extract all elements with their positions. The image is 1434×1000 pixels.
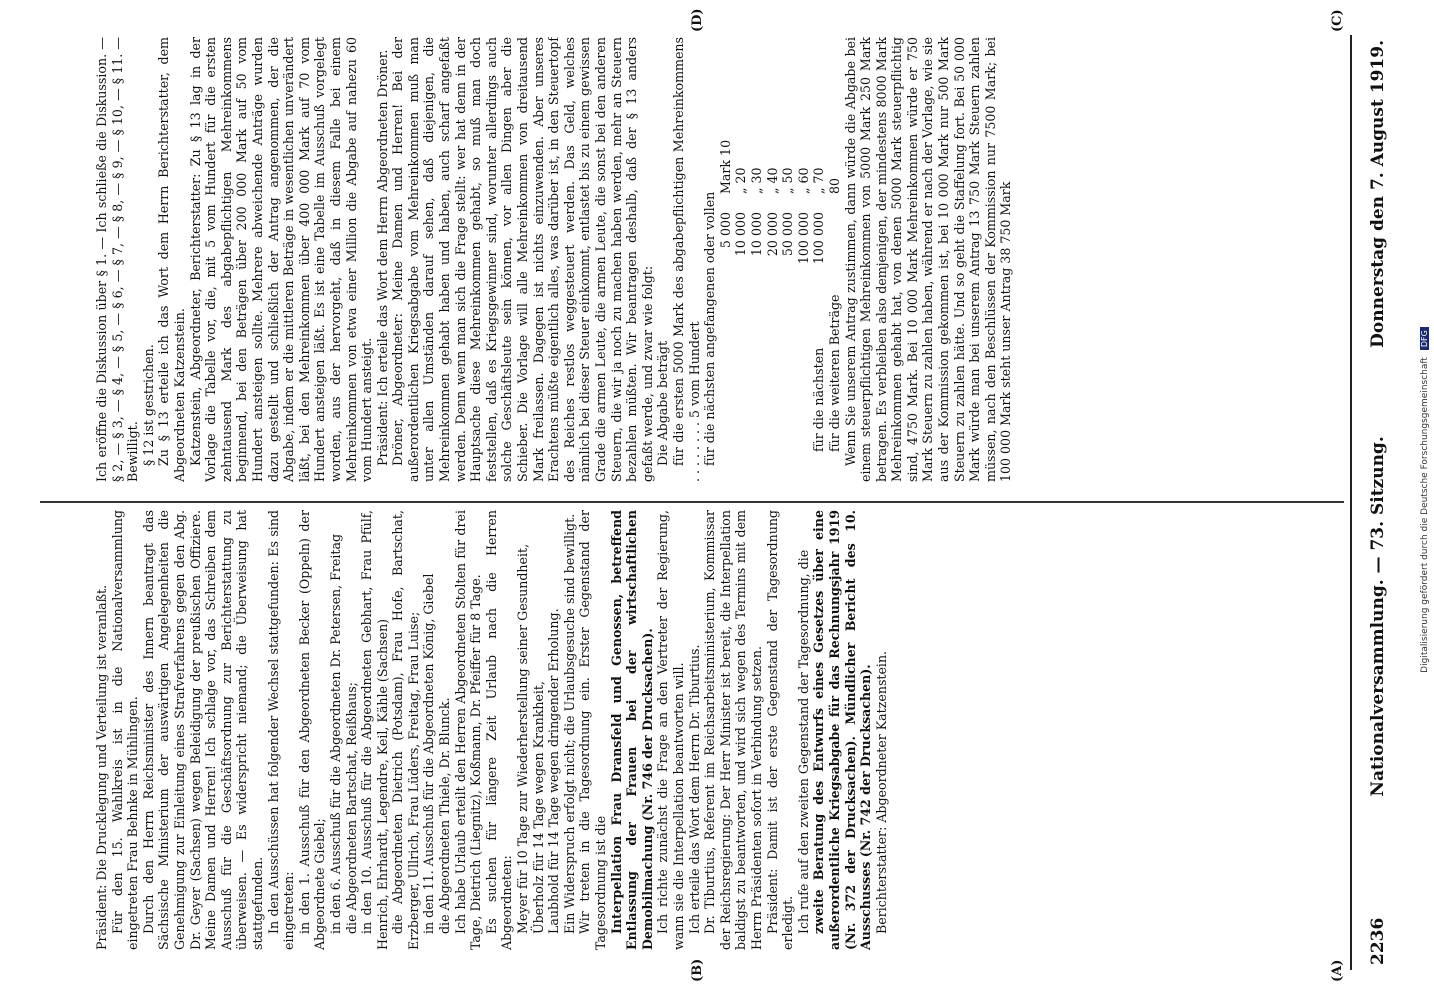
paragraph: Laubhold für 14 Tage wegen dringender Erholung. xyxy=(546,608,562,934)
digitization-footer xyxy=(1420,0,1430,1000)
paragraph: § 12 ist gestrichen. xyxy=(140,344,156,466)
paragraph: Überholz für 14 Tage wegen Krankheit, xyxy=(530,681,546,934)
paragraph: in den 11. Ausschuß für die Abgeordneten König, Giebel xyxy=(421,573,437,934)
paragraph: Ich eröffne die Diskussion über § 1. — Ich schließe die Diskussion. — § 2, — § 3, — § 4, — § 5, — § 6, — § 7, — § 8, — § 9, — § 10, — § 11. — Bewilligt. xyxy=(94,37,141,482)
paragraph: Ich rufe auf den zweiten Gegenstand der Tagesordnung, die xyxy=(795,549,811,934)
paragraph: Katzenstein, Abgeordneter, Berichterstatter: Zu § 13 lag in der Vorlage die Tabelle vor, die, mit 5 vom Hundert für die ersten zehntausend Mark des abgabepflichtigen Mehreinkommens beginnend, bei den Beträgen über 200 000 Mark auf 50 vom Hundert ansteigen sollte. Mehrere abweichende Anträge wurden dazu gestellt und schließlich der Antrag angenommen, der die Abgabe, indem er die mittleren Beträge in wesentlichen unverändert läßt, bei den Mehreinkommen über 400 000 Mark auf 70 vom Hundert ansteigen läßt. Es ist eine Tabelle im Ausschuß vorgelegt worden, aus der hervorgeht, daß in diesem Falle bei einem Mehreinkommen von etwa einer Million die Abgabe auf nahezu 60 vom Hundert ansteigt. xyxy=(187,37,375,482)
agenda-heading: zweite Beratung des Entwurfs eines Gesetzes über eine außerordentliche Kriegsabgabe für das Rechnungsjahr 1919 (Nr. 372 der Drucksachen). Mündlicher Bericht des 10. Ausschusses (Nr. 742 der Drucksachen). xyxy=(811,510,874,950)
header-rule xyxy=(1350,35,1352,970)
paragraph: Zu § 13 erteile ich das Wort dem Herrn Berichterstatter, dem Abgeordneten Katzenstein. xyxy=(156,37,187,482)
left-column-text xyxy=(94,510,1344,950)
paragraph: Dröner, Abgeordneter: Meine Damen und Herren! Bei der außerordentlichen Kriegsabgabe vom Mehreinkommen muß man unter allen Umständen darauf sehen, daß diejenigen, die Mehreinkommen gehabt haben und haben, auch scharf angefaßt werden. Denn wenn man sich die Frage stellt: wer hat denn in der Hauptsache diese Mehreinkommen gehabt, so muß man doch feststellen, daß es Kriegsgewinner sind, worunter allerdings auch solche Geschäftsleute sein können, vor allen Dingen aber die Schieber. Die Vorlage will alle Mehreinkommen von dreitausend Mark freilassen. Dagegen ist nichts einzuwenden. Aber unseres Erachtens müßte eigentlich alles, was darüber ist, in den Steuertopf des Reiches restlos weggesteuert werden. Das Geld, welches nämlich bei dieser Steuer einkommt, entlastet bis zu einem gewissen Grade die armen Leute, die armen Leute, die sonst bei den anderen Steuern, die wir ja noch zu machen haben werden, mehr an Steuern bezahlen müßten. Wir beantragen deshalb, daß der § 13 anders gefaßt werde, und zwar wie folgt: xyxy=(390,37,655,482)
paragraph: Ich habe Urlaub erteilt den Herren Abgeordneten Stolten für drei Tage, Dietrich (Liegnitz), Koßmann, Dr. Pfeiffer für 8 Tage. xyxy=(452,510,484,950)
table-row: 5 000 Mark 10 xyxy=(717,139,733,249)
table-row: 50 000 „ 50 xyxy=(780,167,796,257)
tax-scale-table xyxy=(718,37,843,482)
paragraph: in den 1. Ausschuß für den Abgeordneten Becker (Oppeln) der Abgeordnete Giebel; xyxy=(296,510,328,950)
header-date: Donnerstag den 7. August 1919. xyxy=(1368,40,1388,348)
margin-mark-d: (D) xyxy=(690,8,705,32)
page-header xyxy=(1358,40,1398,965)
paragraph: für die nächsten angefangenen oder vollen xyxy=(702,191,718,466)
paragraph: Wenn Sie unserem Antrag zustimmen, dann würde die Abgabe bei einem steuerpflichtigen Mehreinkommen von 5000 Mark 250 Mark betragen. Es verbleiben also demjenigen, der mindestens 8000 Mark Mehreinkommen gehabt hat, von denen 5000 Mark steuerpflichtig sind, 4750 Mark. Bei 10 000 Mark Mehreinkommen würde er 750 Mark Steuern zu zahlen haben, während er nach der Vorlage, wie sie aus der Kommission gekommen ist, bei 10 000 Mark nur 500 Mark Steuern zu zahlen hätte. Und so geht die Staffelung fort. Bei 50 000 Mark würde man bei unserem Antrag 13 750 Mark Steuern zahlen müssen, nach den Beschlüssen der Kommission nur 7500 Mark; bei 100 000 Mark steht unser Antrag 38 750 Mark xyxy=(842,37,1014,482)
paragraph: Ich richte zunächst die Frage an den Vertreter der Regierung, wann sie die Interpellation beantworten will. xyxy=(655,510,686,950)
table-row: 20 000 „ 40 xyxy=(764,167,780,257)
paragraph: die Abgeordneten Dietrich (Potsdam), Frau Hofe, Bartschat, Erzberger, Ullrich, Frau Lüders, Freitag, Frau Luise; xyxy=(390,510,421,950)
margin-mark-c: (C) xyxy=(1330,9,1345,32)
paragraph: Die Abgabe beträgt xyxy=(655,340,671,466)
paragraph: Durch den Herrn Reichsminister des Innern beantragt das Sächsische Ministerium der auswärtigen Angelegenheiten die Genehmigung zur Einleitung eines Strafverfahrens gegen den Abg. Dr. Geyer (Sachsen) wegen Beleidigung der preußischen Offiziere. Meine Damen und Herren! Ich schlage vor, das Schreiben dem Ausschuß für die Geschäftsordnung zur Berichterstattung zu überweisen. — Es widerspricht niemand; die Überweisung hat stattgefunden. xyxy=(140,510,265,950)
paragraph: in den 6. Ausschuß für die Abgeordneten Dr. Petersen, Freitag xyxy=(327,533,343,934)
interpellation-heading: Interpellation Frau Dransfeld und Genossen, betreffend Entlassung der Frauen bei der wirtschaftlichen Demobilmachung (Nr. 746 der Drucksachen). xyxy=(608,510,655,950)
table-row: 100 000 „ 60 xyxy=(795,167,811,265)
right-column-text xyxy=(94,37,1344,482)
paragraph: Meyer für 10 Tage zur Wiederherstellung seiner Gesundheit, xyxy=(515,543,531,934)
paragraph: für die ersten 5000 Mark des abgabepflichtigen Mehreinkommens . . . . . . . . 5 vom Hundert xyxy=(670,37,702,482)
paragraph: Es suchen für längere Zeit Urlaub nach die Herren Abgeordneten: xyxy=(483,510,515,950)
paragraph: die Abgeordneten Bartschat, Reißhaus; xyxy=(343,682,359,934)
page-number: 2236 xyxy=(1368,917,1388,965)
header-title: Nationalversammlung. — 73. Sitzung. xyxy=(1368,436,1388,797)
dfg-logo: DFG xyxy=(1420,327,1429,350)
table-row: für die nächsten 100 000 „ 70 xyxy=(811,167,827,452)
paragraph: In den Ausschüssen hat folgender Wechsel stattgefunden: Es sind eingetreten: xyxy=(265,510,297,950)
paragraph: Präsident: Die Drucklegung und Verteilung ist veranlaßt. xyxy=(94,584,109,950)
paragraph: Ich erteile das Wort dem Herrn Dr. Tiburtius. xyxy=(686,644,702,934)
table-row: 10 000 „ 20 xyxy=(733,167,749,257)
paragraph: Präsident: Damit ist der erste Gegenstand der Tagesordnung erledigt. xyxy=(764,510,796,950)
margin-mark-a: (A) xyxy=(1330,959,1345,982)
paragraph: Wir treten in die Tagesordnung ein. Erster Gegenstand der Tagesordnung ist die xyxy=(577,510,608,950)
paragraph: Für den 15. Wahlkreis ist in die Nationalversammlung eingetreten Frau Behnke in Mühlingen. xyxy=(109,510,141,950)
margin-mark-b: (B) xyxy=(690,958,705,982)
paragraph: Berichterstatter: Abgeordneter Katzenstein. xyxy=(873,650,889,934)
paragraph: Präsident: Ich erteile das Wort dem Herrn Abgeordneten Dröner. xyxy=(374,49,390,466)
paragraph: in den 10. Ausschuß für die Abgeordneten Gebhart, Frau Pfülf, Henrich, Ehrhardt, Legendre, Keil, Kähle (Sachsen) xyxy=(359,510,390,950)
paragraph: Dr. Tiburtius, Referent im Reichsarbeitsministerium, Kommissar der Reichsregierung: Der Herr Minister ist bereit, die Interpellation baldigst zu beantworten, und wird sich wegen des Termins mit dem Herrn Präsidenten sofort in Verbindung setzen. xyxy=(702,510,764,950)
table-row: für die weiteren Beträge 80 xyxy=(826,177,842,452)
paragraph: Ein Widerspruch erfolgt nicht; die Urlaubsgesuche sind bewilligt. xyxy=(561,513,577,934)
column-divider xyxy=(40,502,1344,504)
table-row: 10 000 „ 30 xyxy=(748,167,764,257)
footer-text: Digitalisierung gefördert durch die Deutsche Forschungsgemeinschaft xyxy=(1420,357,1430,673)
paragraph: die Abgeordneten Thiele, Dr. Blunck. xyxy=(437,697,453,934)
